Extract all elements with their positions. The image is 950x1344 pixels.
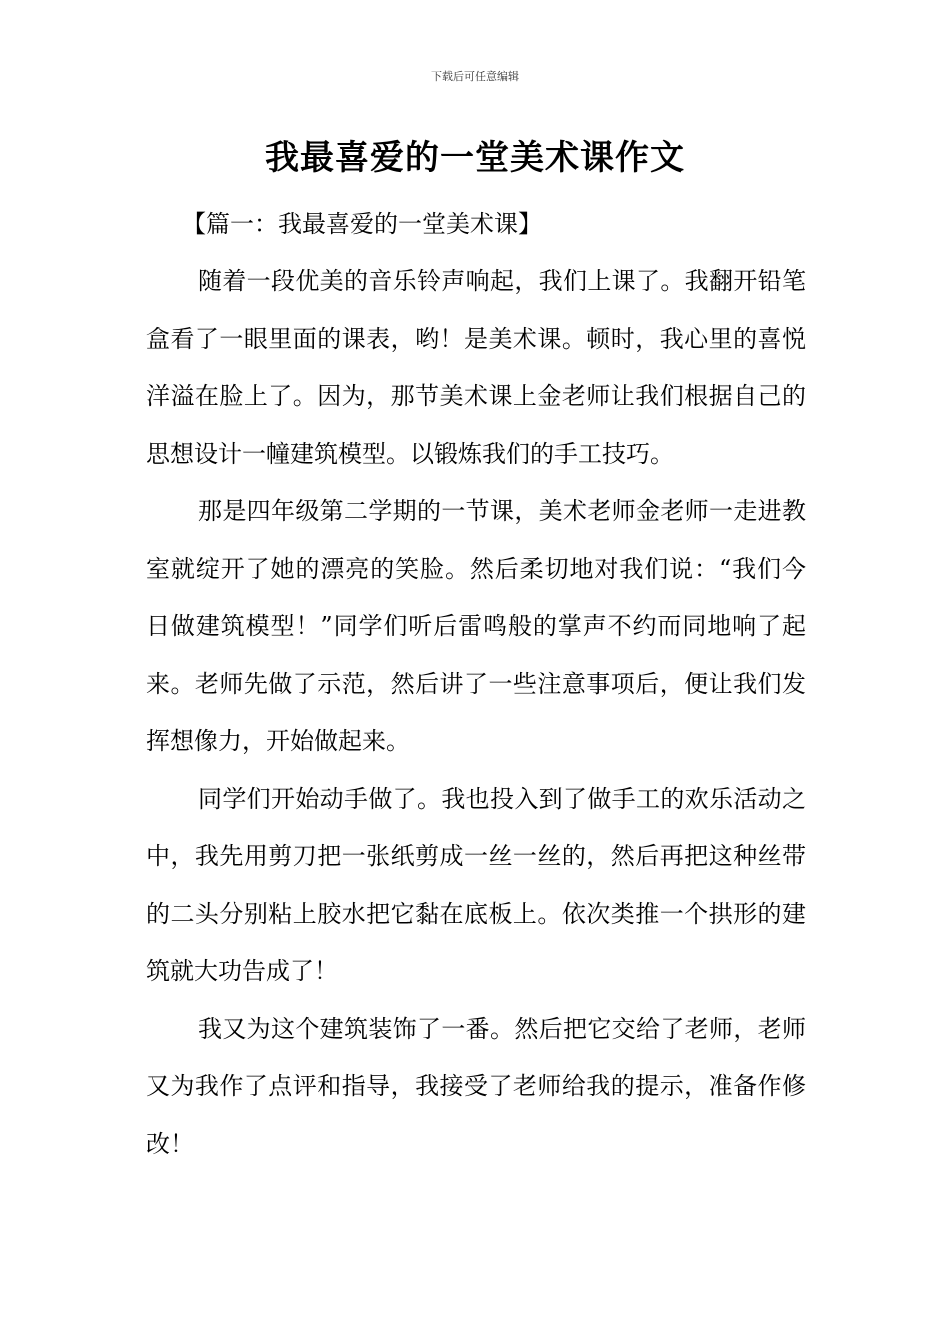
paragraph-4: 我又为这个建筑装饰了一番。然后把它交给了老师，老师又为我作了点评和指导，我接受了老师给我的提示，准备作修改！ <box>146 1014 806 1158</box>
paragraph-2: 那是四年级第二学期的一节课，美术老师金老师一走进教室就绽开了她的漂亮的笑脸。然后柔切地对我们说：“我们今日做建筑模型！”同学们听后雷鸣般的掌声不约而同地响了起来。老师先做了示范，然后讲了一些注意事项后，便让我们发挥想像力，开始做起来。 <box>146 497 806 755</box>
section-heading: 【篇一：我最喜爱的一堂美术课】 <box>182 210 542 238</box>
header-note: 下载后可任意编辑 <box>431 70 519 83</box>
paragraph-1: 随着一段优美的音乐铃声响起，我们上课了。我翻开铅笔盒看了一眼里面的课表，哟！是美术课。顿时，我心里的喜悦洋溢在脸上了。因为，那节美术课上金老师让我们根据自己的思想设计一幢建筑模型。以锻炼我们的手工技巧。 <box>146 267 806 468</box>
paragraph-3: 同学们开始动手做了。我也投入到了做手工的欢乐活动之中，我先用剪刀把一张纸剪成一丝一丝的，然后再把这种丝带的二头分别粘上胶水把它黏在底板上。依次类推一个拱形的建筑就大功告成了！ <box>146 784 806 985</box>
document-title: 我最喜爱的一堂美术课作文 <box>265 138 685 178</box>
document-body <box>146 196 806 1173</box>
